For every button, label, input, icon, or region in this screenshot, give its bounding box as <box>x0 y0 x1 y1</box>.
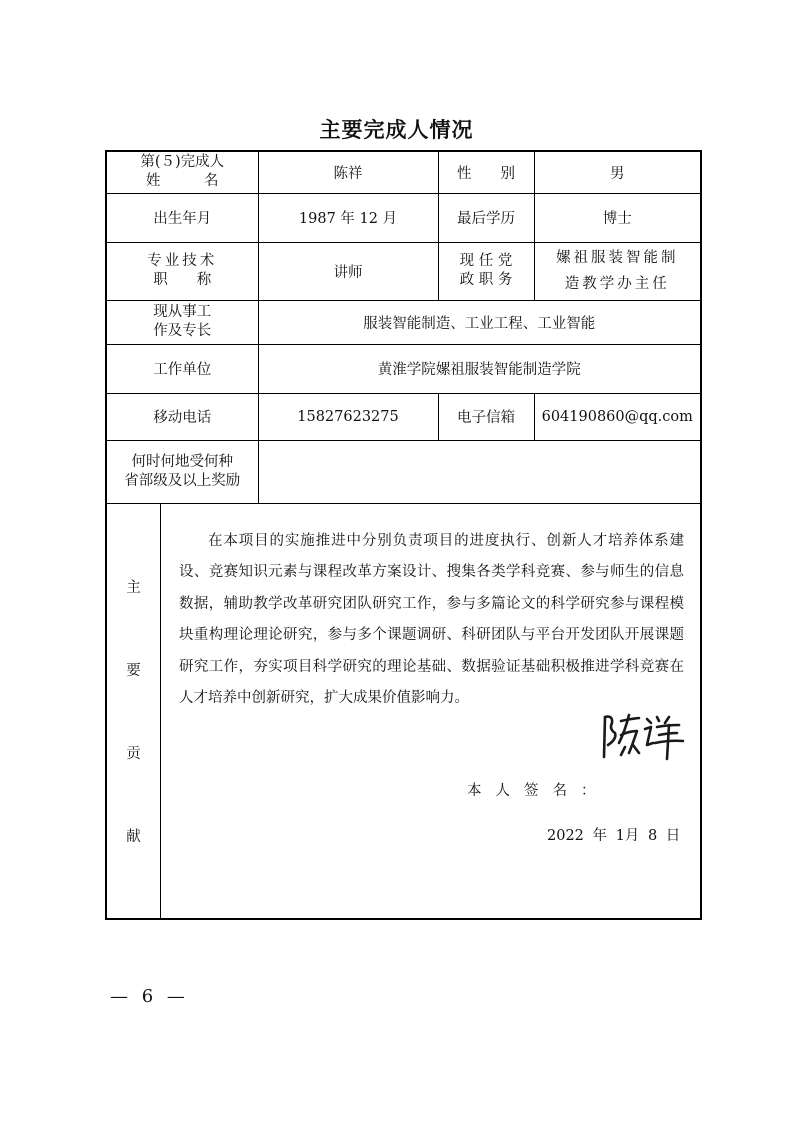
awards-label-cell <box>106 440 258 503</box>
birth-value: 1987 年 12 月 <box>258 193 438 242</box>
name-label-line1: 第(５)完成人 <box>140 154 225 171</box>
contribution-label-char-2: 要 <box>126 662 141 679</box>
specialty-label-cell <box>106 300 258 344</box>
email-value: 604190860@qq.com <box>534 393 701 440</box>
unit-label: 工作单位 <box>106 344 258 393</box>
title-label-line2: 职 称 <box>153 272 212 288</box>
education-label: 最后学历 <box>438 193 534 242</box>
birth-label: 出生年月 <box>106 193 258 242</box>
post-value-cell <box>534 242 701 300</box>
signature-date: 2022 年 1月 8 日 <box>547 827 681 844</box>
signature-label: 本人签名： <box>467 782 610 799</box>
form-title: 主要完成人情况 <box>319 118 474 142</box>
handwritten-signature <box>599 709 689 769</box>
contribution-label <box>107 504 161 918</box>
post-label-line1: 现 任 党 <box>459 253 513 269</box>
awards-label-line2: 省部级及以上奖励 <box>124 472 241 489</box>
post-value-line2: 造教学办主任 <box>564 276 670 292</box>
phone-value: 15827623275 <box>258 393 438 440</box>
contribution-content <box>161 504 700 918</box>
title-label-cell <box>106 242 258 300</box>
post-value-line1: 嫘祖服装智能制 <box>556 250 679 266</box>
post-label-line2: 政 职 务 <box>459 272 513 288</box>
name-label-cell <box>106 151 258 193</box>
contribution-label-char-4: 献 <box>126 828 141 845</box>
awards-label-line1: 何时何地受何种 <box>131 453 233 470</box>
title-label-line1: 专业技术 <box>147 253 218 269</box>
email-label: 电子信箱 <box>438 393 534 440</box>
post-label-cell <box>438 242 534 300</box>
gender-value: 男 <box>534 151 701 193</box>
name-label-line2: 姓 名 <box>146 173 219 190</box>
phone-label: 移动电话 <box>106 393 258 440</box>
contribution-label-char-3: 贡 <box>126 745 141 762</box>
page-number: — 6 — <box>110 986 189 1007</box>
name-value: 陈祥 <box>258 151 438 193</box>
title-value: 讲师 <box>258 242 438 300</box>
unit-value: 黄淮学院嫘祖服装智能制造学院 <box>258 344 701 393</box>
gender-label: 性 别 <box>438 151 534 193</box>
specialty-value: 服装智能制造、工业工程、工业智能 <box>258 300 701 344</box>
awards-value <box>258 440 701 503</box>
specialty-label-line2: 作及专长 <box>153 323 212 339</box>
specialty-label-line1: 现从事工 <box>153 304 212 320</box>
contribution-label-char-1: 主 <box>126 579 141 596</box>
personnel-form-table <box>105 150 702 920</box>
contribution-text: 在本项目的实施推进中分别负责项目的进度执行、创新人才培养体系建设、竞赛知识元素与课程改革方案设计、搜集各类学科竞赛、参与师生的信息数据，辅助教学改革研究团队研究工作，参与多篇论文的科学研究参与课程模块重构理论理论研究，参与多个课题调研、科研团队与平台开发团队开展课题研究工作，夯实项目科学研究的理论基础、数据验证基础积极推进学科竞赛在人才培养中创新研究，扩大成果价值影响力。 <box>179 532 684 706</box>
contribution-row <box>106 503 701 919</box>
education-value: 博士 <box>534 193 701 242</box>
